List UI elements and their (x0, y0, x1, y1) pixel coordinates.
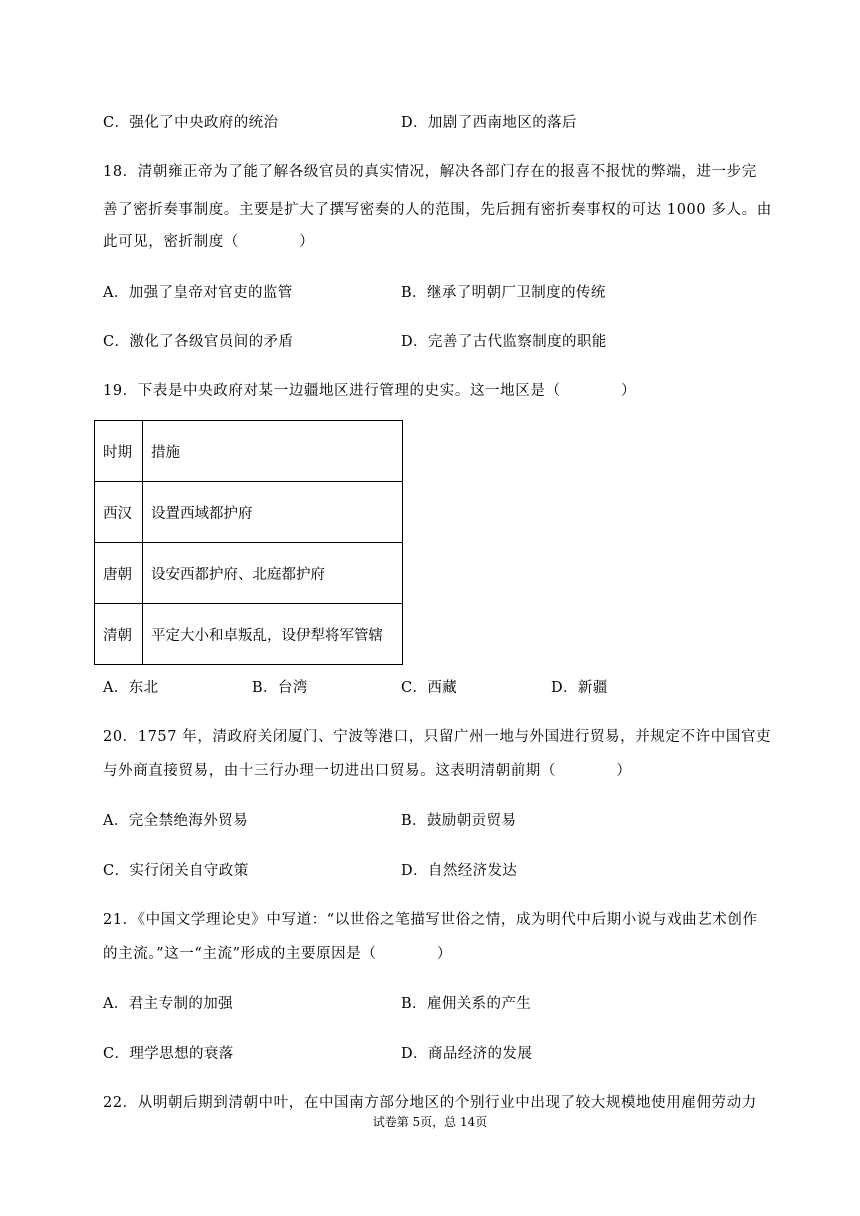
q18-option-d: D．完善了古代监察制度的职能 (401, 334, 607, 350)
q20-option-c: C．实行闭关自守政策 (103, 863, 249, 879)
table-row (95, 543, 403, 604)
q19-option-a: A．东北 (103, 680, 159, 696)
q18-stem-line-1: 18．清朝雍正帝为了能了解各级官员的真实情况，解决各部门存在的报喜不报忧的弊端，进一步完 (103, 164, 757, 180)
q17-option-c: C．强化了中央政府的统治 (103, 115, 279, 131)
table-header-measure: 措施 (143, 421, 403, 482)
q21-option-d: D．商品经济的发展 (401, 1046, 533, 1062)
q19-option-b: B．台湾 (252, 680, 308, 696)
table-cell-measure: 平定大小和卓叛乱，设伊犁将军管辖 (143, 604, 403, 665)
table-header-row (95, 421, 403, 482)
table-cell-measure: 设安西都护府、北庭都护府 (143, 543, 403, 604)
q20-stem-line-2: 与外商直接贸易，由十三行办理一切进出口贸易。这表明清朝前期（ ） (103, 763, 632, 779)
q21-stem-line-2: 的主流。”这一“主流”形成的主要原因是（ ） (103, 946, 452, 962)
table-row (95, 482, 403, 543)
q19-option-c: C．西藏 (401, 680, 458, 696)
q18-option-a: A．加强了皇帝对官吏的监管 (103, 285, 293, 301)
table-cell-period: 西汉 (95, 482, 143, 543)
q18-stem-line-2: 善了密折奏事制度。主要是扩大了撰写密奏的人的范围，先后拥有密折奏事权的可达 1000 多人。由 (103, 202, 772, 218)
q21-option-b: B．雇佣关系的产生 (401, 996, 532, 1012)
table-row (95, 604, 403, 665)
q18-stem-line-3: 此可见，密折制度（ ） (103, 234, 315, 250)
q17-option-d: D．加剧了西南地区的落后 (401, 115, 577, 131)
q19-stem-line-1: 19．下表是中央政府对某一边疆地区进行管理的史实。这一地区是（ ） (103, 383, 637, 399)
q21-stem-line-1: 21．《中国文学理论史》中写道：“以世俗之笔描写世俗之情，成为明代中后期小说与戏曲艺术创作 (103, 912, 758, 928)
q20-stem-line-1: 20．1757 年，清政府关闭厦门、宁波等港口，只留广州一地与外国进行贸易，并规定不许中国官吏 (103, 729, 772, 745)
q18-option-b: B．继承了明朝厂卫制度的传统 (401, 285, 606, 301)
q19-option-d: D．新疆 (551, 680, 608, 696)
q18-option-c: C．激化了各级官员间的矛盾 (103, 334, 294, 350)
table-cell-measure: 设置西域都护府 (143, 482, 403, 543)
q20-option-d: D．自然经济发达 (401, 863, 518, 879)
table-header-period: 时期 (95, 421, 143, 482)
q22-stem-line-1: 22．从明朝后期到清朝中叶，在中国南方部分地区的个别行业中出现了较大规模地使用雇佣劳动力 (103, 1095, 757, 1111)
table-cell-period: 清朝 (95, 604, 143, 665)
q21-option-c: C．理学思想的衰落 (103, 1046, 234, 1062)
q19-history-table (94, 420, 403, 665)
page-footer: 试卷第 5页，总 14页 (372, 1115, 488, 1129)
table-cell-period: 唐朝 (95, 543, 143, 604)
q21-option-a: A．君主专制的加强 (103, 996, 234, 1012)
q20-option-b: B．鼓励朝贡贸易 (401, 813, 517, 829)
q20-option-a: A．完全禁绝海外贸易 (103, 813, 248, 829)
